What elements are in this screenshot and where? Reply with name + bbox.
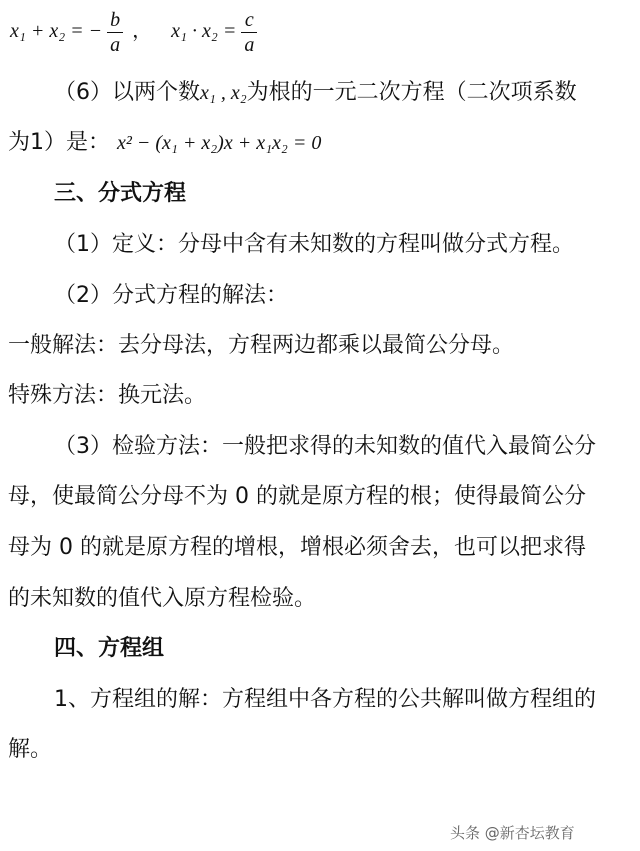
section4-p1-line1: 1、方程组的解：方程组中各方程的公共解叫做方程组的 [54,687,596,712]
product-denominator: a [244,34,255,56]
watermark: 头条 @新杏坛教育 [450,824,575,842]
item6-line2-prefix: 为1）是： [8,130,110,155]
formula-separator: ， [132,20,153,43]
section3-check-line3: 母为 0 的就是原方程的增根，增根必须舍去，也可以把求得 [8,535,586,560]
section3-check-line4: 的未知数的值代入原方程检验。 [8,586,317,611]
section3-general-method: 一般解法：去分母法，方程两边都乘以最简公分母。 [8,333,515,358]
sum-denominator: a [110,34,121,56]
sum-formula-lhs: x₁ + x₂ = − [10,20,103,43]
vieta-formulas [10,8,257,57]
item6-prefix: （6）以两个数 [54,80,200,105]
item6-line1 [54,80,577,106]
section3-definition: （1）定义：分母中含有未知数的方程叫做分式方程。 [54,232,574,257]
section3-solution-methods: （2）分式方程的解法： [54,283,288,308]
section4-heading: 四、方程组 [54,636,165,661]
item6-suffix: 为根的一元二次方程（二次项系数 [246,80,577,105]
section3-heading: 三、分式方程 [54,181,187,206]
section3-check-line1: （3）检验方法：一般把求得的未知数的值代入最简公分 [54,434,596,459]
product-numerator: c [241,8,257,33]
section3-special-method: 特殊方法：换元法。 [8,383,207,408]
product-fraction [241,8,257,57]
sum-fraction [107,8,123,57]
product-formula-lhs: x₁ · x₂ = [171,20,237,43]
item6-roots: x₁ , x₂ [200,82,247,104]
section3-check-line2: 母，使最简公分母不为 0 的就是原方程的根；使得最简公分 [8,484,586,509]
item6-line2 [8,130,321,156]
sum-numerator: b [107,8,123,33]
quadratic-equation: x² − (x₁ + x₂)x + x₁x₂ = 0 [117,132,322,154]
section4-p1-line2: 解。 [8,737,53,762]
